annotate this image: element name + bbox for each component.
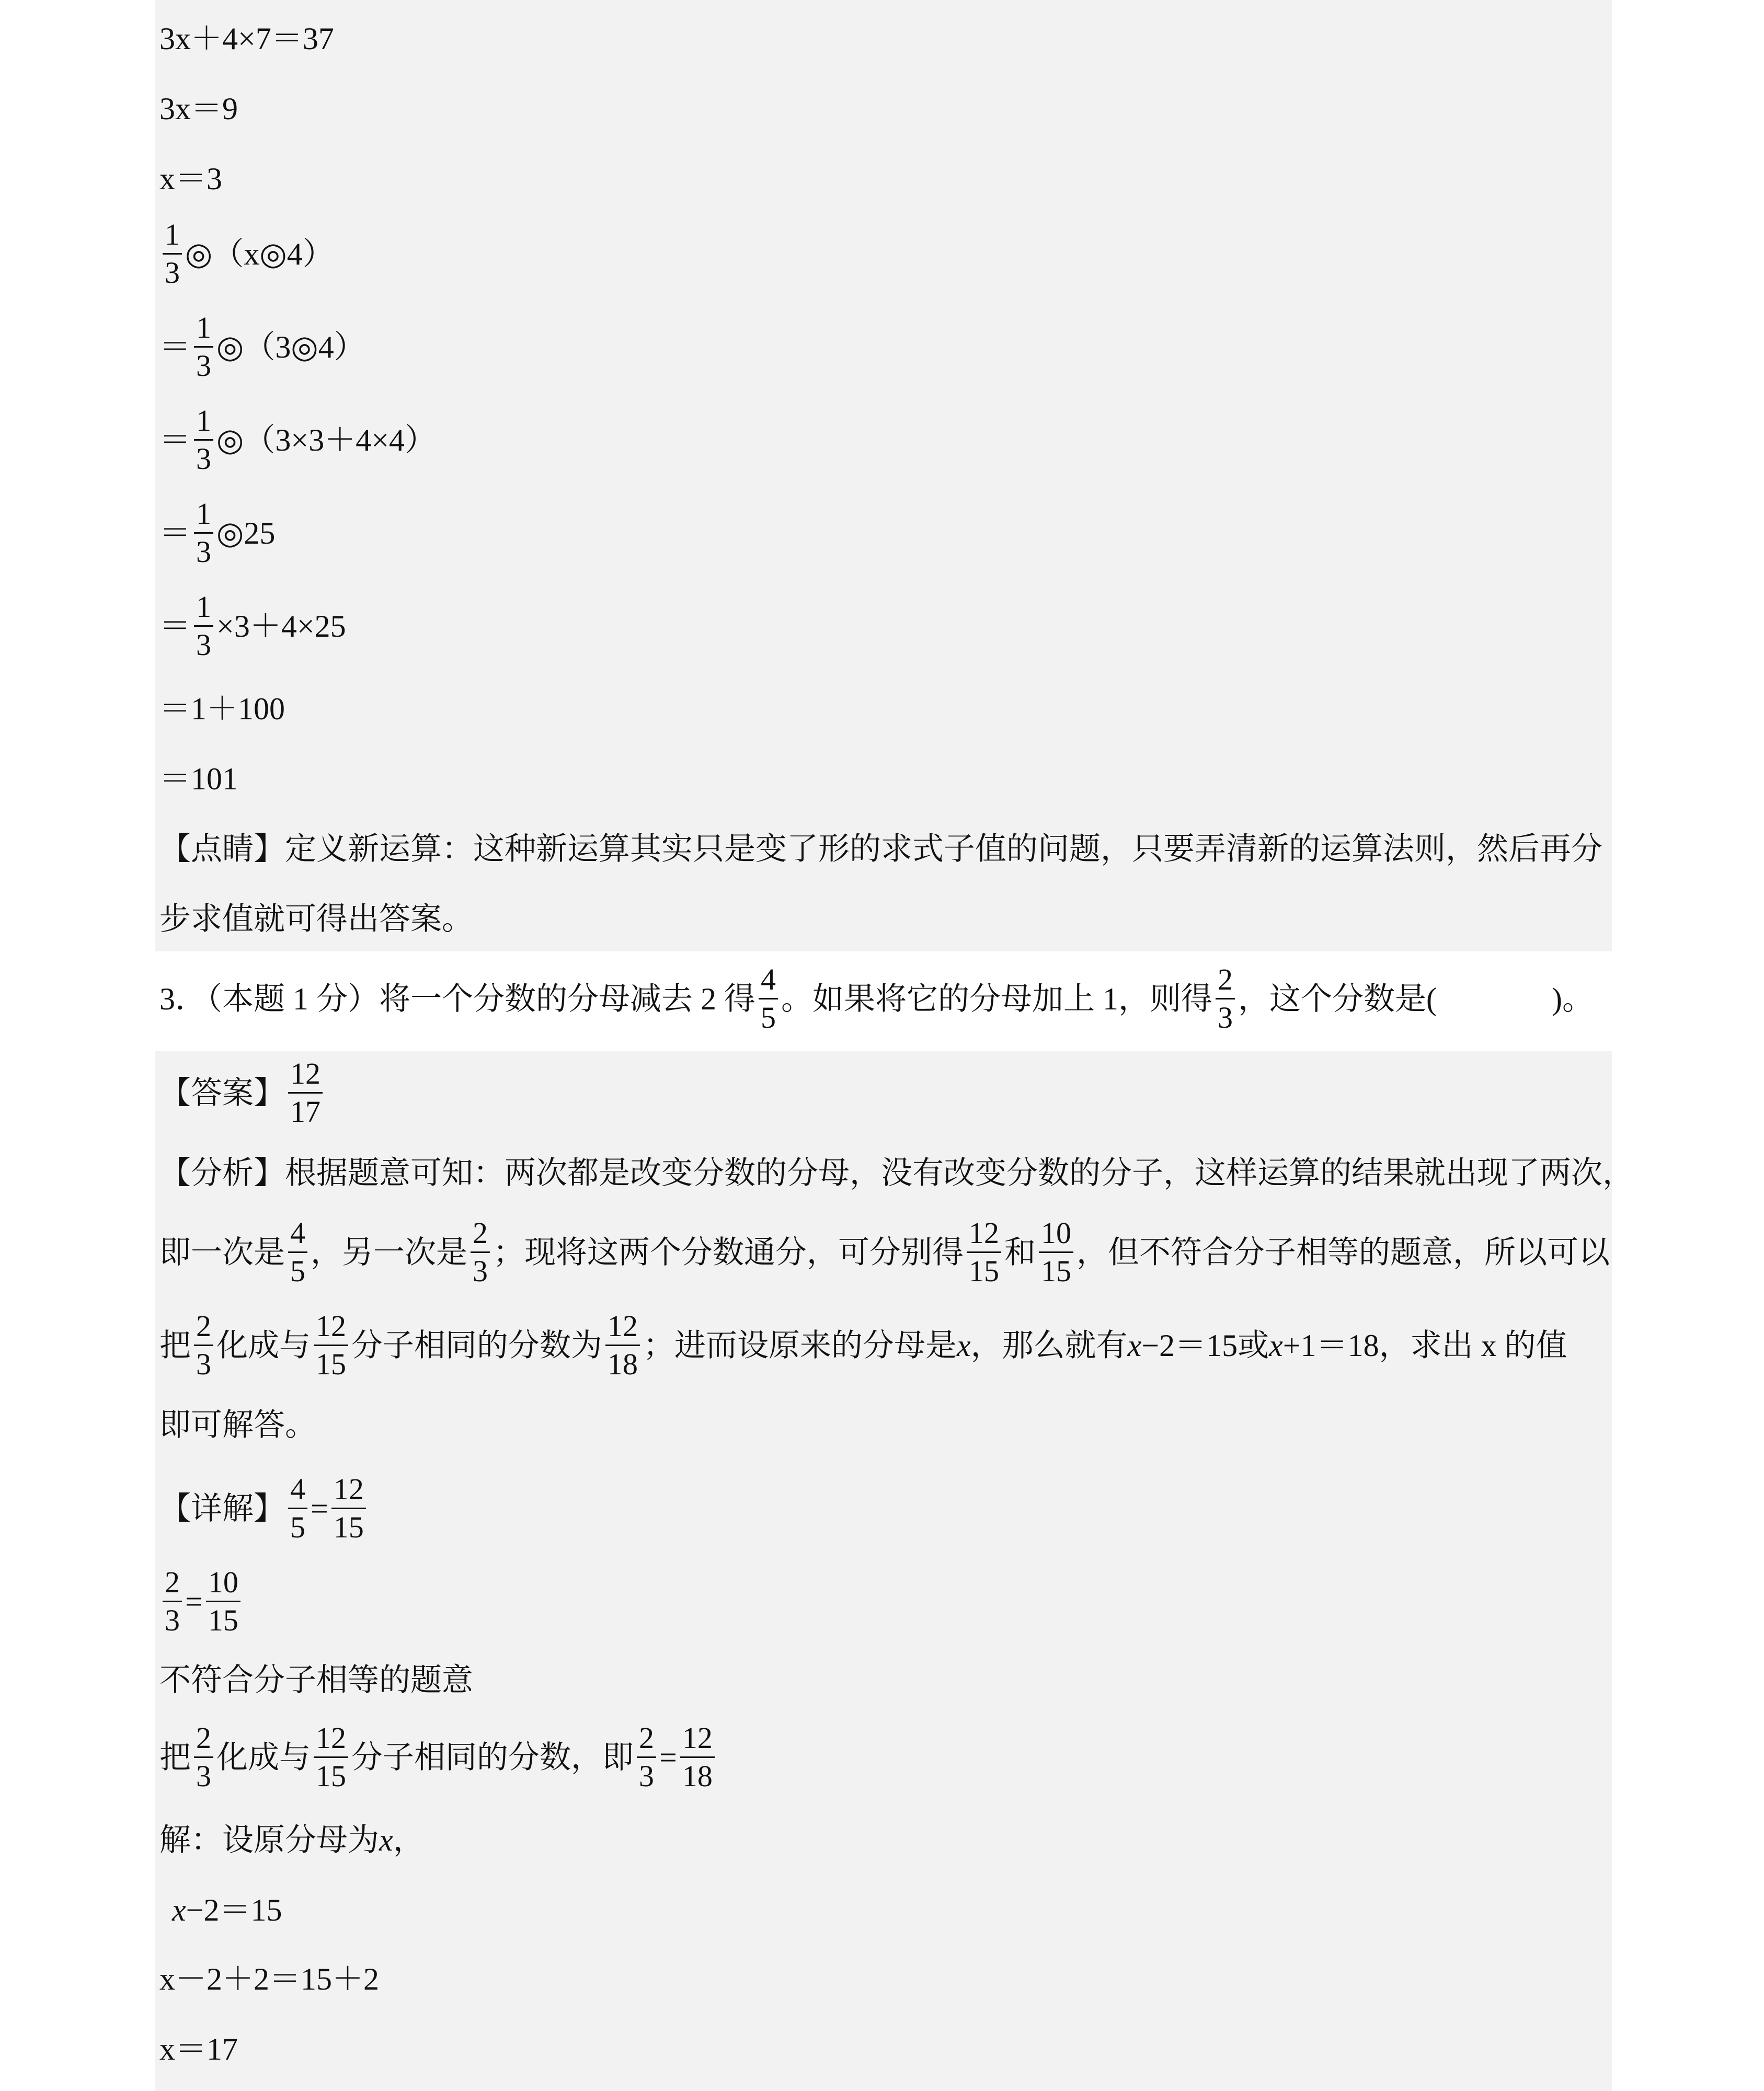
fraction: $\frac{2}{3}$ [637, 1723, 656, 1791]
answer-line [159, 1056, 326, 1129]
dianjing-text: 步求值就可得出答案。 [159, 902, 473, 936]
detail-text: 不符合分子相等的题意 [159, 1663, 473, 1697]
equals-sign: ＝ [159, 608, 191, 644]
equals-sign: ＝ [159, 422, 191, 457]
step-line [159, 693, 285, 725]
detail-line-5: 解：设原分母为 x ， [159, 1823, 425, 1857]
step-line [159, 763, 238, 795]
detail-line-4: 把 $\frac{2}{3}$ 化成与 $\frac{12}{15}$ 分子相同的分数，即 $\frac{2}{3}$ = $\frac{12}{18}$ [159, 1723, 718, 1791]
step-text: ×3＋4×25 [216, 608, 346, 644]
fraction: $\frac{12}{15}$ [314, 1723, 348, 1791]
fraction: $\frac{10}{15}$ [206, 1567, 240, 1636]
step-text: 3x＝9 [159, 91, 238, 126]
variable-x: x [379, 1823, 393, 1857]
question-text: )。 [1551, 981, 1594, 1016]
fraction: $\frac{2}{3}$ [163, 1567, 182, 1636]
fraction: $\frac{2}{3}$ [194, 1311, 213, 1380]
detail-line-1: 【详解】 $\frac{4}{5}$ = $\frac{12}{15}$ [159, 1474, 369, 1543]
detail-text: x－2＋2＝15＋2 [159, 1962, 379, 1996]
fraction: $\frac{1}{3}$ [194, 313, 213, 381]
fraction: $\frac{12}{18}$ [680, 1723, 715, 1791]
detail-line-6: x −2＝15 [172, 1893, 282, 1927]
fraction: $\frac{12}{15}$ [314, 1311, 348, 1380]
dianjing-line-2 [159, 903, 473, 935]
fraction: $\frac{1}{3}$ [194, 592, 213, 660]
solution-shaded-block-bottom [155, 1051, 1612, 2091]
fraction: $\frac{1}{3}$ [163, 220, 182, 288]
fraction: $\frac{4}{5}$ [288, 1474, 307, 1543]
detail-line-7 [159, 1963, 379, 1995]
step-text: x＝3 [159, 162, 222, 196]
question-text: 3．（本题 1 分）将一个分数的分母减去 2 得 [159, 981, 755, 1016]
detail-line-3 [159, 1664, 473, 1696]
answer-fraction: $\frac{12}{17}$ [288, 1059, 323, 1127]
step-line [159, 23, 334, 54]
variable-x: x [1269, 1328, 1283, 1363]
step-line [159, 499, 275, 567]
analysis-line-1 [159, 1157, 1634, 1189]
step-text: ◎25 [216, 515, 276, 550]
step-line [159, 406, 436, 474]
fraction: $\frac{1}{3}$ [194, 499, 213, 567]
step-line [159, 93, 238, 124]
step-line [159, 592, 346, 660]
solution-shaded-block-top [155, 0, 1612, 951]
step-text: ＝1＋100 [159, 692, 285, 726]
analysis-line-2: 即一次是 $\frac{4}{5}$ ，另一次是 $\frac{2}{3}$ ；现将这两个分数通分，可分别得 $\frac{12}{15}$ 和 $\frac{10}{15}$ ，但不符合分子相等的题意，所以可以 [159, 1216, 1610, 1288]
dianjing-line-1 [159, 833, 1602, 865]
step-line [159, 217, 334, 290]
analysis-text: 即可解答。 [159, 1408, 316, 1442]
analysis-text: 【分析】根据题意可知：两次都是改变分数的分母，没有改变分数的分子，这样运算的结果就出现了两次， [159, 1156, 1634, 1190]
step-text: ◎（3◎4） [216, 329, 365, 364]
fraction: $\frac{4}{5}$ [759, 964, 778, 1033]
fraction: $\frac{2}{3}$ [471, 1218, 490, 1286]
fraction: $\frac{12}{18}$ [605, 1311, 640, 1380]
analysis-line-3: 把 $\frac{2}{3}$ 化成与 $\frac{12}{15}$ 分子相同的分数为 $\frac{12}{18}$ ；进而设原来的分母是 x ，那么就有 x −2＝15 或 x +1＝18 ，求出 x 的值 [159, 1309, 1567, 1381]
detail-line-2: $\frac{2}{3}$ = $\frac{10}{15}$ [159, 1567, 244, 1636]
equals-sign: ＝ [159, 329, 191, 364]
variable-x: x [1127, 1328, 1142, 1363]
step-text: 3x＋4×7＝37 [159, 21, 334, 56]
question-3 [159, 964, 1594, 1033]
question-text: ，这个分数是( [1238, 981, 1437, 1016]
fraction: $\frac{4}{5}$ [288, 1218, 307, 1286]
step-line [159, 313, 365, 381]
fraction: $\frac{2}{3}$ [1216, 964, 1235, 1033]
step-text: ◎（3×3＋4×4） [216, 422, 437, 457]
detail-label: 【详解】 [159, 1491, 285, 1526]
step-line [159, 163, 222, 194]
detail-text: x＝17 [159, 2032, 238, 2066]
step-text: ◎（x◎4） [185, 236, 334, 271]
fraction: $\frac{2}{3}$ [194, 1723, 213, 1791]
dianjing-text: 【点睛】定义新运算：这种新运算其实只是变了形的求式子值的问题，只要弄清新的运算法则，然后再分 [159, 832, 1602, 866]
fraction: $\frac{10}{15}$ [1039, 1218, 1073, 1286]
variable-x: x [172, 1893, 186, 1927]
fraction: $\frac{12}{15}$ [331, 1474, 366, 1543]
step-text: ＝101 [159, 762, 238, 796]
fraction: $\frac{1}{3}$ [194, 406, 213, 474]
answer-label: 【答案】 [159, 1075, 285, 1110]
question-text: 。如果将它的分母加上 1，则得 [781, 981, 1212, 1016]
analysis-line-4 [159, 1409, 316, 1441]
fraction: $\frac{12}{15}$ [967, 1218, 1001, 1286]
detail-line-8 [159, 2033, 238, 2065]
variable-x: x [957, 1328, 971, 1363]
equals-sign: ＝ [159, 515, 191, 550]
